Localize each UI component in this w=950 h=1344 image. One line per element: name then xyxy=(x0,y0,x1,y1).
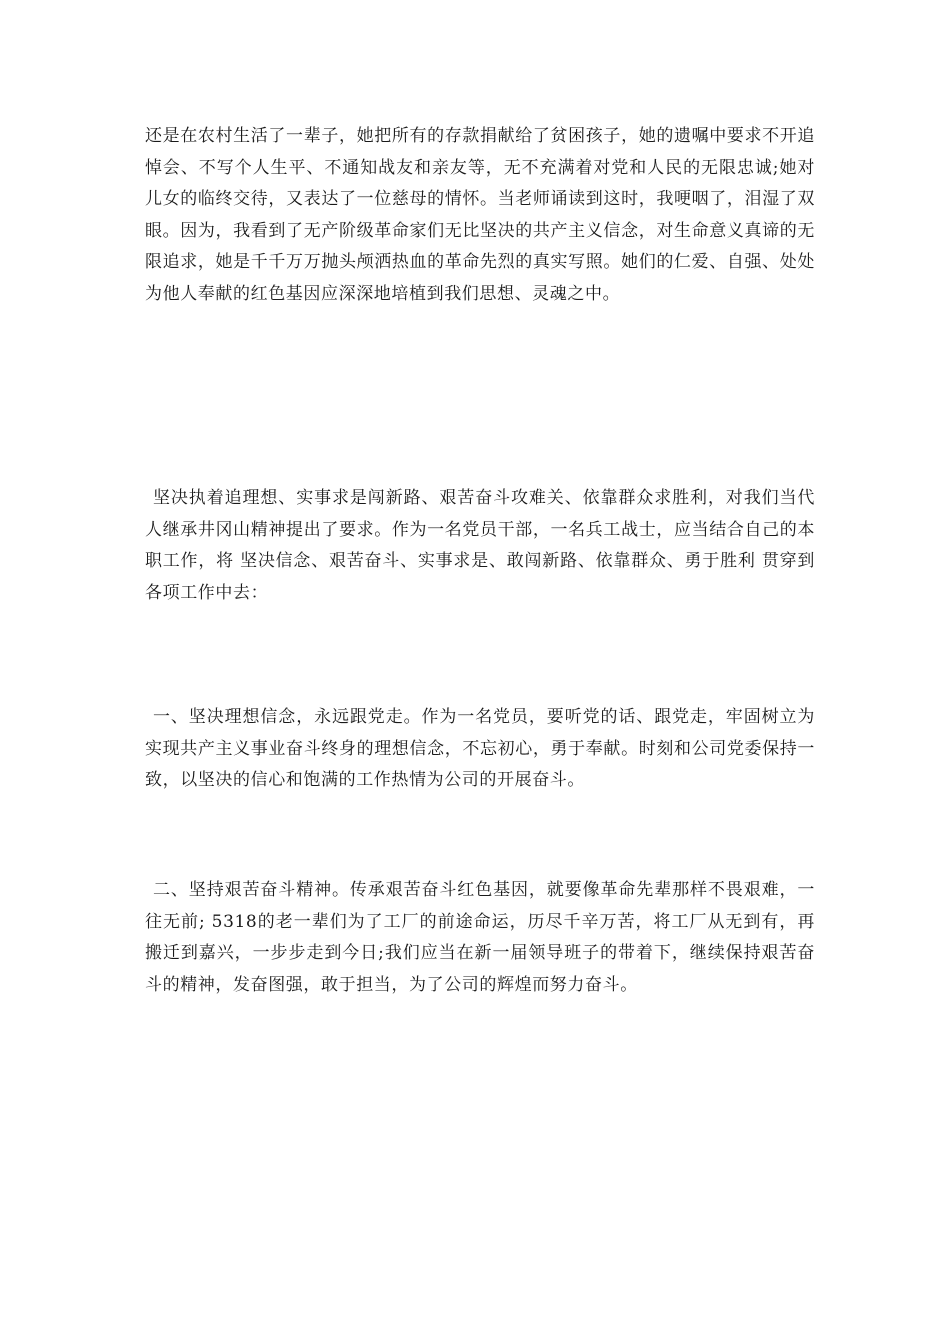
paragraph-jinggangshan-spirit: 坚决执着追理想、实事求是闯新路、艰苦奋斗攻难关、依靠群众求胜利，对我们当代人继承井冈山精神提出了要求。作为一名党员干部，一名兵工战士，应当结合自己的本职工作，将 坚决信念、艰苦奋斗、实事求是、敢闯新路、依靠群众、勇于胜利 贯穿到各项工作中去： xyxy=(145,488,815,603)
paragraph-point-two: 二、坚持艰苦奋斗精神。传承艰苦奋斗红色基因，就要像革命先辈那样不畏艰难，一往无前; 5318的老一辈们为了工厂的前途命运，历尽千辛万苦，将工厂从无到有，再搬迁到嘉兴，一步步走到今日;我们应当在新一届领导班子的带着下，继续保持艰苦奋斗的精神，发奋图强，敢于担当，为了公司的辉煌而努力奋斗。 xyxy=(145,880,815,995)
paragraph-point-one: 一、坚决理想信念，永远跟党走。作为一名党员，要听党的话、跟党走，牢固树立为实现共产主义事业奋斗终身的理想信念，不忘初心，勇于奉献。时刻和公司党委保持一致，以坚决的信心和饱满的工作热情为公司的开展奋斗。 xyxy=(145,707,815,790)
paragraph-revolutionary-story: 还是在农村生活了一辈子，她把所有的存款捐献给了贫困孩子，她的遗嘱中要求不开追悼会、不写个人生平、不通知战友和亲友等，无不充满着对党和人民的无限忠诚;她对儿女的临终交待，又表达了一位慈母的情怀。当老师诵读到这时，我哽咽了，泪湿了双眼。因为，我看到了无产阶级革命家们无比坚决的共产主义信念，对生命意义真谛的无限追求，她是千千万万抛头颅洒热血的革命先烈的真实写照。她们的仁爱、自强、处处为他人奉献的红色基因应深深地培植到我们思想、灵魂之中。 xyxy=(145,126,815,304)
